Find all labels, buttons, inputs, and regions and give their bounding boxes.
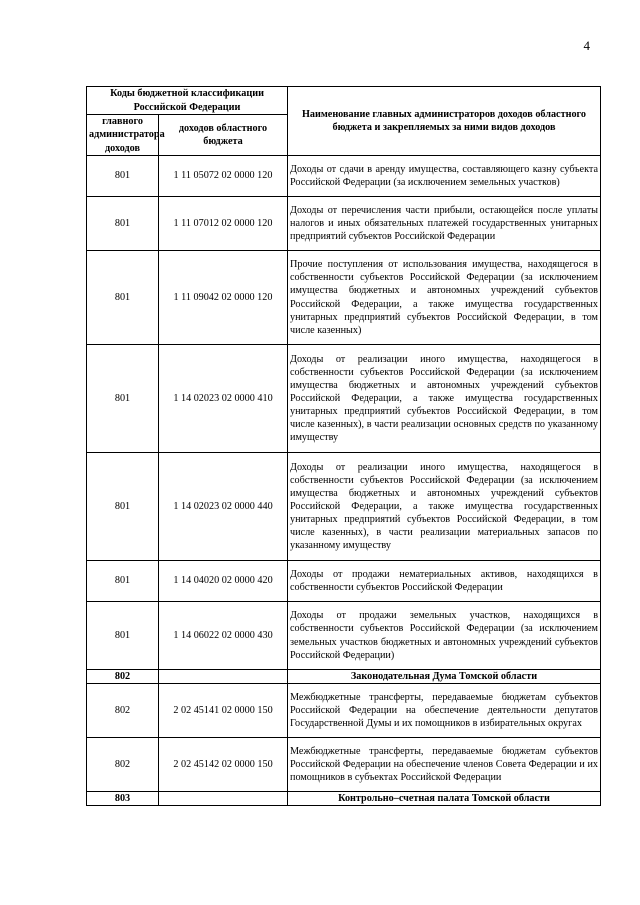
admin-code: 801 (87, 561, 159, 602)
income-code: 2 02 45141 02 0000 150 (159, 684, 288, 738)
admin-code: 802 (87, 684, 159, 738)
page-number: 4 (583, 38, 590, 53)
admin-code: 801 (87, 197, 159, 251)
income-code: 2 02 45142 02 0000 150 (159, 738, 288, 792)
section-row-802 (87, 670, 601, 684)
table-row (87, 684, 601, 738)
admin-code: 801 (87, 602, 159, 670)
income-name: Доходы от перечисления части прибыли, остающейся после уплаты налогов и иных обязательных платежей государственных унитарных предприятий субъектов Российской Федерации (288, 197, 601, 251)
admin-code: 801 (87, 453, 159, 561)
income-name: Доходы от реализации иного имущества, находящегося в собственности субъектов Российской Федерации (за исключением имущества бюджетных и автономных учреждений субъектов Российской Федерации, а также имущества государственных унитарных предприятий субъектов Российской Федерации, в том числе казенных), в части реализации основных средств по указанному имуществу (288, 345, 601, 453)
income-code: 1 14 04020 02 0000 420 (159, 561, 288, 602)
table-row (87, 156, 601, 197)
income-name: Доходы от продажи нематериальных активов, находящихся в собственности субъектов Российской Федерации (288, 561, 601, 602)
income-code: 1 14 06022 02 0000 430 (159, 602, 288, 670)
header-group-title: Коды бюджетной классификации Российской Федерации (87, 87, 288, 115)
table-row (87, 453, 601, 561)
income-code: 1 11 05072 02 0000 120 (159, 156, 288, 197)
income-name: Доходы от реализации иного имущества, находящегося в собственности субъектов Российской Федерации (за исключением имущества бюджетных и автономных учреждений субъектов Российской Федерации, а также имущества государственных унитарных предприятий субъектов Российской Федерации, в том числе казенных), в части реализации материальных запасов по указанному имуществу (288, 453, 601, 561)
income-name: Межбюджетные трансферты, передаваемые бюджетам субъектов Российской Федерации на обеспечение деятельности депутатов Государственной Думы и их помощников в избирательных округах (288, 684, 601, 738)
table-row (87, 345, 601, 453)
admin-code: 801 (87, 345, 159, 453)
income-code: 1 11 09042 02 0000 120 (159, 251, 288, 345)
table-row (87, 251, 601, 345)
admin-code: 801 (87, 251, 159, 345)
table-row (87, 561, 601, 602)
section-title: Законодательная Дума Томской области (288, 670, 601, 684)
table-row (87, 738, 601, 792)
header-code-column: доходов областного бюджета (159, 115, 288, 156)
income-code: 1 14 02023 02 0000 440 (159, 453, 288, 561)
income-name: Прочие поступления от использования имущества, находящегося в собственности субъектов Российской Федерации (за исключением имущества бюджетных и автономных учреждений субъектов Российской Федерации, а также имущества государственных унитарных предприятий субъектов Российской Федерации, в том числе казенных) (288, 251, 601, 345)
table-row (87, 197, 601, 251)
header-admin-column: главного администратора доходов (87, 115, 159, 156)
section-row-803 (87, 792, 601, 806)
admin-code: 802 (87, 738, 159, 792)
table-row (87, 602, 601, 670)
budget-classification-table (86, 86, 601, 806)
section-admin-code: 803 (87, 792, 159, 806)
income-name: Доходы от сдачи в аренду имущества, составляющего казну субъекта Российской Федерации (за исключением земельных участков) (288, 156, 601, 197)
income-code: 1 14 02023 02 0000 410 (159, 345, 288, 453)
admin-code: 801 (87, 156, 159, 197)
income-code: 1 11 07012 02 0000 120 (159, 197, 288, 251)
income-name: Межбюджетные трансферты, передаваемые бюджетам субъектов Российской Федерации на обеспечение членов Совета Федерации и их помощников в субъектах Российской Федерации (288, 738, 601, 792)
section-title: Контрольно–счетная палата Томской области (288, 792, 601, 806)
header-name-column: Наименование главных администраторов доходов областного бюджета и закрепляемых за ними видов доходов (288, 87, 601, 156)
section-empty-cell (159, 792, 288, 806)
section-empty-cell (159, 670, 288, 684)
income-name: Доходы от продажи земельных участков, находящихся в собственности субъектов Российской Федерации (за исключением земельных участков бюджетных и автономных учреждений субъектов Российской Федерации) (288, 602, 601, 670)
section-admin-code: 802 (87, 670, 159, 684)
